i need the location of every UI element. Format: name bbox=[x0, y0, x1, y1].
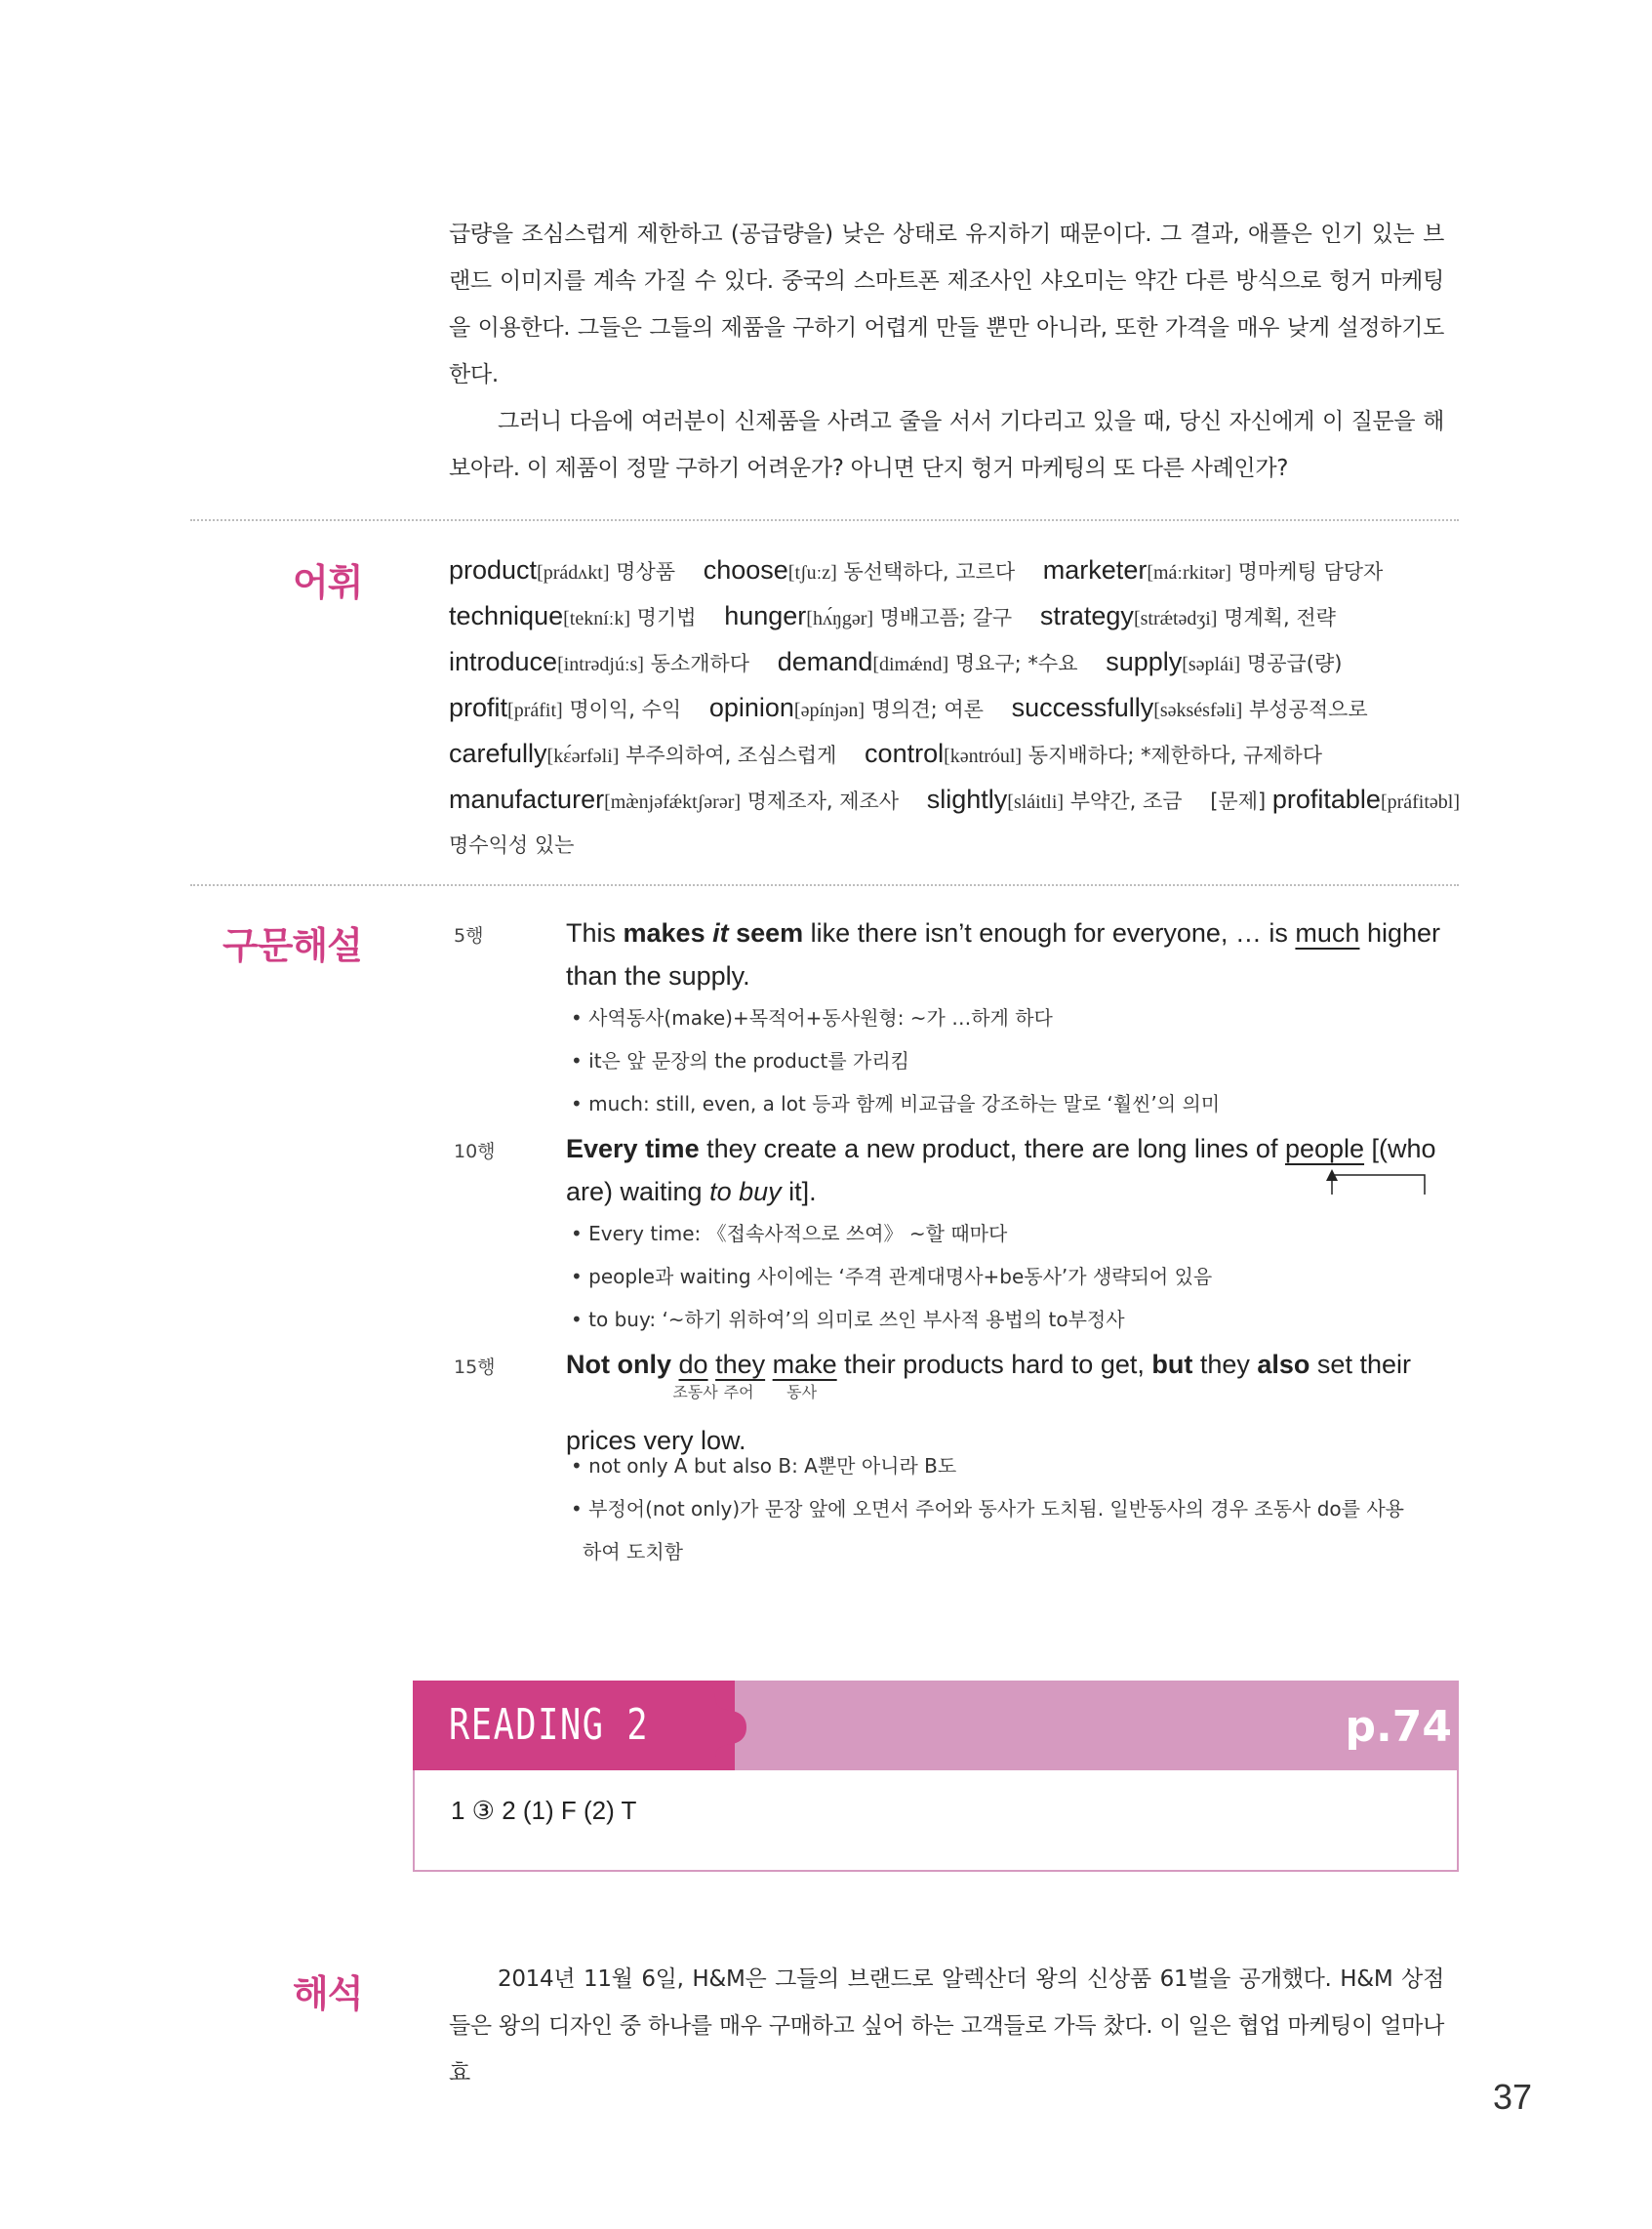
sentence-italic: to buy bbox=[709, 1177, 782, 1206]
vocab-word: product bbox=[449, 555, 538, 585]
vocab-meaning: 명요구; *수요 bbox=[954, 652, 1078, 675]
syntax-label: 구문해설 bbox=[222, 924, 362, 967]
sentence-underline: much bbox=[1295, 918, 1360, 948]
vocab-pron: [tekníːk] bbox=[563, 608, 630, 629]
vocab-entry bbox=[703, 555, 1016, 585]
sentence-underline: do bbox=[678, 1350, 708, 1379]
vocab-meaning: 명제조자, 제조사 bbox=[746, 790, 900, 813]
sentence-bold: seem bbox=[728, 918, 804, 948]
vocab-entry bbox=[1106, 647, 1343, 676]
divider bbox=[190, 884, 1459, 886]
page-number: 37 bbox=[1493, 2077, 1533, 2117]
answers: 1 ③ 2 (1) F (2) T bbox=[451, 1796, 637, 1825]
vocab-word: successfully bbox=[1011, 693, 1154, 722]
vocab-pron: [səksésfəli] bbox=[1153, 700, 1243, 721]
sentence-underline: they bbox=[715, 1350, 766, 1379]
grammar-tag: 주어 bbox=[723, 1385, 754, 1401]
vocab-pron: [práfit] bbox=[507, 700, 563, 721]
sentence-bold: also bbox=[1257, 1350, 1310, 1379]
vocab-word: choose bbox=[703, 555, 788, 585]
sentence-text: This bbox=[566, 918, 624, 948]
syntax-sentence-15 bbox=[566, 1343, 1454, 1401]
note: • much: still, even, a lot 등과 함께 비교급을 강조하는 말로 ‘훨씬’의 의미 bbox=[571, 1092, 1221, 1115]
vocab-pron: [mæ̀njəfǽktʃərər] bbox=[604, 791, 742, 813]
vocab-meaning: 명의견; 여론 bbox=[870, 698, 984, 721]
translation-label: 해석 bbox=[293, 1972, 363, 2015]
vocab-entry bbox=[865, 739, 1323, 768]
vocab-list bbox=[449, 548, 1464, 867]
vocab-meaning: 동지배하다; *제한하다, 규제하다 bbox=[1027, 744, 1323, 767]
translation-paragraph-1: 급량을 조심스럽게 제한하고 (공급량을) 낮은 상태로 유지하기 때문이다. 그 결과, 애플은 인기 있는 브랜드 이미지를 계속 가질 수 있다. 중국의 스마트폰 제조사인 샤오미는 약간 다른 방식으로 헝거 마케팅을 이용한다. 그들은 그들의 제품을 구하기 어렵게 만들 뿐만 아니라, 또한 가격을 매우 낮게 설정하기도 한다. bbox=[449, 222, 1444, 387]
vocab-word: strategy bbox=[1039, 601, 1134, 630]
vocab-meaning: 명이익, 수익 bbox=[569, 698, 682, 721]
vocab-word: control bbox=[865, 739, 945, 768]
relative-clause-arrow bbox=[1317, 1159, 1434, 1198]
puzzle-tab-shape bbox=[676, 1681, 754, 1770]
note: • to buy: ‘~하기 위하여’의 의미로 쓰인 부사적 용법의 to부정사 bbox=[571, 1308, 1125, 1331]
vocab-label: 어휘 bbox=[293, 561, 363, 604]
vocab-word: demand bbox=[777, 647, 873, 676]
vocab-meaning: 부약간, 조금 bbox=[1069, 790, 1183, 813]
vocab-pron: [səplái] bbox=[1182, 654, 1241, 675]
vocab-entry bbox=[449, 647, 750, 676]
vocab-entry bbox=[777, 647, 1078, 676]
vocab-entry bbox=[708, 693, 984, 722]
vocab-entry bbox=[1039, 601, 1336, 630]
vocab-entry bbox=[1011, 693, 1368, 722]
vocab-meaning: 명배고픔; 갈구 bbox=[879, 606, 1013, 629]
sentence-text: they bbox=[1192, 1350, 1258, 1379]
reading-title: READING 2 bbox=[449, 1700, 650, 1750]
grammar-tag: 동사 bbox=[786, 1385, 818, 1401]
vocab-pron: [práfitəbl] bbox=[1380, 791, 1461, 813]
note: 하여 도치함 bbox=[583, 1540, 683, 1563]
note: • it은 앞 문장의 the product를 가리킴 bbox=[571, 1049, 909, 1073]
vocab-entry bbox=[724, 601, 1013, 630]
grammar-tag: 조동사 bbox=[672, 1385, 718, 1401]
translation-bottom-paragraph: 2014년 11월 6일, H&M은 그들의 브랜드로 알렉산더 왕의 신상품 61벌을 공개했다. H&M 상점들은 왕의 디자인 중 하나를 매우 구매하고 싶어 하는 고객들로 가득 찼다. 이 일은 협업 마케팅이 얼마나 효 bbox=[449, 1966, 1444, 2086]
vocab-pron: [hʌ́ŋgər] bbox=[806, 608, 874, 629]
sentence-bold: makes bbox=[623, 918, 713, 948]
vocab-meaning: 부성공적으로 bbox=[1248, 698, 1368, 721]
syntax-notes-5 bbox=[571, 996, 1459, 1125]
sentence-bold: Not only bbox=[566, 1350, 671, 1379]
vocab-meaning: 명상품 bbox=[616, 560, 676, 584]
vocab-word: profitable bbox=[1271, 785, 1381, 814]
sentence-text: higher than the supply. bbox=[566, 918, 1441, 991]
vocab-entry bbox=[1042, 555, 1384, 585]
vocab-pron: [sláitli] bbox=[1007, 791, 1065, 813]
sentence-text: like there isn’t enough for everyone, … is bbox=[803, 918, 1296, 948]
syntax-notes-15 bbox=[571, 1444, 1459, 1573]
vocab-meaning: 부주의하여, 조심스럽게 bbox=[625, 744, 837, 767]
sentence-bold: Every time bbox=[566, 1134, 700, 1163]
vocab-word: opinion bbox=[708, 693, 794, 722]
vocab-meaning: 동선택하다, 고르다 bbox=[843, 560, 1016, 584]
vocab-pron: [strǽtədʒi] bbox=[1133, 608, 1218, 629]
vocab-pron: [máːrkitər] bbox=[1147, 562, 1231, 584]
sentence-text: it]. bbox=[781, 1177, 817, 1206]
vocab-meaning: 명공급(량) bbox=[1246, 652, 1343, 675]
line-number: 15행 bbox=[454, 1357, 496, 1378]
divider bbox=[190, 519, 1459, 521]
sentence-underline: make bbox=[772, 1350, 837, 1379]
vocab-word: supply bbox=[1106, 647, 1183, 676]
vocab-prefix: [문제] bbox=[1210, 790, 1267, 813]
vocab-pron: [prádʌkt] bbox=[537, 562, 610, 584]
sentence-text: they create a new product, there are long lines of bbox=[699, 1134, 1285, 1163]
syntax-sentence-15-cont: prices very low. bbox=[566, 1426, 746, 1455]
vocab-word: profit bbox=[449, 693, 508, 722]
syntax-notes-10 bbox=[571, 1212, 1459, 1341]
vocab-entry bbox=[926, 785, 1183, 814]
vocab-entry bbox=[449, 601, 697, 630]
vocab-pron: [intrədjúːs] bbox=[557, 654, 644, 675]
line-number: 10행 bbox=[454, 1141, 496, 1162]
vocab-entry bbox=[449, 785, 900, 814]
reading-page-ref: p.74 bbox=[1345, 1702, 1452, 1752]
note: • Every time: 《접속사적으로 쓰여》 ~할 때마다 bbox=[571, 1222, 1008, 1245]
vocab-word: marketer bbox=[1042, 555, 1148, 585]
vocab-word: technique bbox=[449, 601, 564, 630]
translation-paragraph-2: 그러니 다음에 여러분이 신제품을 사려고 줄을 서서 기다리고 있을 때, 당신 자신에게 이 질문을 해보아라. 이 제품이 정말 구하기 어려운가? 아니면 단지 헝거 마케팅의 또 다른 사례인가? bbox=[449, 409, 1444, 481]
vocab-pron: [dimǽnd] bbox=[872, 654, 949, 675]
vocab-word: introduce bbox=[449, 647, 558, 676]
vocab-pron: [kəntróul] bbox=[944, 746, 1023, 767]
note: • 부정어(not only)가 문장 앞에 오면서 주어와 동사가 도치됨. 일반동사의 경우 조동사 do를 사용 bbox=[571, 1497, 1404, 1520]
sentence-underline: people bbox=[1284, 1134, 1365, 1163]
vocab-meaning: 동소개하다 bbox=[650, 652, 750, 675]
vocab-meaning: 명기법 bbox=[636, 606, 697, 629]
vocab-meaning: 명계획, 전략 bbox=[1224, 606, 1336, 629]
vocab-meaning: 명수익성 있는 bbox=[449, 833, 575, 857]
vocab-pron: [tʃuːz] bbox=[787, 562, 837, 584]
vocab-pron: [kɛ́ərfəli] bbox=[546, 746, 620, 767]
note: • 사역동사(make)+목적어+동사원형: ~가 …하게 하다 bbox=[571, 1006, 1053, 1030]
note: • people과 waiting 사이에는 ‘주격 관계대명사+be동사’가 생략되어 있음 bbox=[571, 1265, 1213, 1288]
vocab-entry bbox=[449, 739, 837, 768]
vocab-entry bbox=[449, 693, 682, 722]
vocab-entry bbox=[449, 555, 676, 585]
vocab-pron: [əpínjən] bbox=[793, 700, 866, 721]
note: • not only A but also B: A뿐만 아니라 B도 bbox=[571, 1454, 957, 1478]
vocab-word: slightly bbox=[926, 785, 1008, 814]
sentence-text: their products hard to get, bbox=[836, 1350, 1152, 1379]
sentence-text: set their bbox=[1310, 1350, 1411, 1379]
vocab-word: carefully bbox=[449, 739, 547, 768]
line-number: 5행 bbox=[454, 925, 484, 947]
vocab-word: hunger bbox=[724, 601, 807, 630]
sentence-text: [(who are) waiting bbox=[566, 1134, 1436, 1206]
sentence-bold: but bbox=[1151, 1350, 1193, 1379]
vocab-word: manufacturer bbox=[449, 785, 605, 814]
syntax-sentence-5 bbox=[566, 912, 1454, 997]
sentence-bold-italic: it bbox=[712, 918, 729, 948]
vocab-meaning: 명마케팅 담당자 bbox=[1237, 560, 1384, 584]
